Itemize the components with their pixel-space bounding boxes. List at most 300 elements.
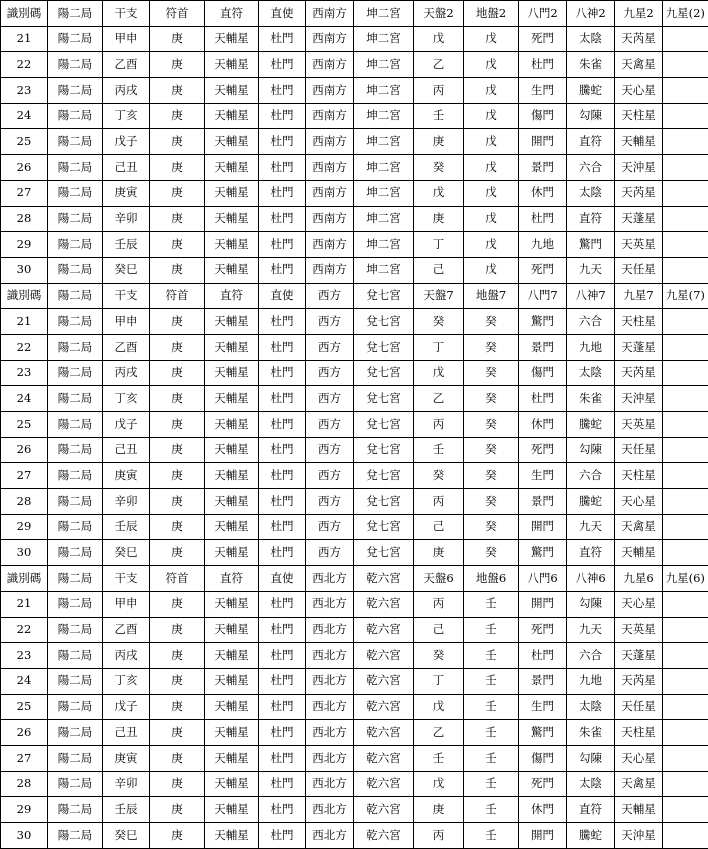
table-cell: 陽二局 <box>48 540 103 566</box>
table-cell: 天英星 <box>615 412 663 438</box>
table-cell: 西北方 <box>306 694 354 720</box>
table-cell: 甲申 <box>103 26 150 52</box>
table-cell: 庚 <box>414 129 464 155</box>
table-cell: 丁亥 <box>103 386 150 412</box>
table-cell: 陽二局 <box>48 514 103 540</box>
table-cell: 壬 <box>464 797 519 823</box>
table-cell: 杜門 <box>259 823 306 849</box>
table-cell: 勾陳 <box>567 103 615 129</box>
table-cell: 陽二局 <box>48 463 103 489</box>
table-cell: 杜門 <box>259 591 306 617</box>
table-cell: 癸 <box>464 489 519 515</box>
header-cell: 直使 <box>259 1 306 27</box>
header-cell: 地盤6 <box>464 566 519 592</box>
table-cell: 庚 <box>414 797 464 823</box>
table-cell: 癸 <box>414 463 464 489</box>
table-cell: 甲申 <box>103 309 150 335</box>
table-cell <box>663 797 708 823</box>
table-cell: 休門 <box>519 412 567 438</box>
table-cell: 天輔星 <box>615 797 663 823</box>
table-cell <box>663 694 708 720</box>
table-row <box>1 823 708 849</box>
table-cell: 天心星 <box>615 591 663 617</box>
header-cell: 天盤7 <box>414 283 464 309</box>
table-cell <box>663 360 708 386</box>
table-cell: 生門 <box>519 694 567 720</box>
table-cell: 天輔星 <box>205 309 259 335</box>
table-cell: 天輔星 <box>205 694 259 720</box>
table-cell: 天輔星 <box>205 591 259 617</box>
table-cell: 九地 <box>519 232 567 258</box>
table-cell: 庚 <box>150 463 205 489</box>
table-cell: 陽二局 <box>48 412 103 438</box>
table-cell: 陽二局 <box>48 206 103 232</box>
table-cell: 30 <box>1 257 48 283</box>
table-cell: 戊子 <box>103 412 150 438</box>
table-cell: 兌七宮 <box>354 386 414 412</box>
table-cell: 天柱星 <box>615 103 663 129</box>
table-cell: 天柱星 <box>615 463 663 489</box>
table-row <box>1 489 708 515</box>
table-cell: 西北方 <box>306 591 354 617</box>
table-cell: 21 <box>1 591 48 617</box>
table-cell: 天蓬星 <box>615 643 663 669</box>
table-cell: 25 <box>1 129 48 155</box>
table-cell: 天輔星 <box>205 26 259 52</box>
table-cell: 己丑 <box>103 720 150 746</box>
table-cell: 乾六宮 <box>354 745 414 771</box>
header-cell: 直使 <box>259 566 306 592</box>
table-cell: 戊子 <box>103 129 150 155</box>
table-cell: 天輔星 <box>205 206 259 232</box>
table-cell: 陽二局 <box>48 386 103 412</box>
table-cell: 天沖星 <box>615 823 663 849</box>
table-cell: 己 <box>414 514 464 540</box>
table-cell: 杜門 <box>259 745 306 771</box>
table-cell: 天輔星 <box>205 257 259 283</box>
table-cell: 21 <box>1 26 48 52</box>
table-cell: 勾陳 <box>567 745 615 771</box>
table-cell: 陽二局 <box>48 720 103 746</box>
table-cell: 天輔星 <box>205 180 259 206</box>
table-cell: 天輔星 <box>205 540 259 566</box>
table-cell: 天蓬星 <box>615 206 663 232</box>
table-cell: 開門 <box>519 129 567 155</box>
header-cell: 八神2 <box>567 1 615 27</box>
table-cell: 戊 <box>414 26 464 52</box>
header-cell: 陽二局 <box>48 566 103 592</box>
header-row <box>1 1 708 27</box>
table-cell: 己 <box>414 257 464 283</box>
table-row <box>1 206 708 232</box>
table-cell: 庚寅 <box>103 463 150 489</box>
table-cell <box>663 617 708 643</box>
table-cell: 西方 <box>306 360 354 386</box>
table-cell: 辛卯 <box>103 206 150 232</box>
table-cell <box>663 720 708 746</box>
table-cell: 天輔星 <box>205 78 259 104</box>
table-cell: 陽二局 <box>48 437 103 463</box>
table-cell: 壬 <box>464 643 519 669</box>
table-cell: 兌七宮 <box>354 309 414 335</box>
table-cell: 庚寅 <box>103 745 150 771</box>
header-cell: 西方 <box>306 283 354 309</box>
table-cell: 杜門 <box>519 643 567 669</box>
table-cell: 28 <box>1 206 48 232</box>
table-cell: 天輔星 <box>205 720 259 746</box>
table-cell: 乾六宮 <box>354 771 414 797</box>
table-cell: 29 <box>1 797 48 823</box>
table-cell: 西南方 <box>306 232 354 258</box>
table-cell: 庚 <box>150 668 205 694</box>
table-row <box>1 129 708 155</box>
table-cell: 壬 <box>414 745 464 771</box>
table-cell: 天輔星 <box>205 129 259 155</box>
header-cell: 天盤2 <box>414 1 464 27</box>
table-cell: 乾六宮 <box>354 694 414 720</box>
table-cell: 天輔星 <box>205 103 259 129</box>
table-row <box>1 514 708 540</box>
table-cell <box>663 26 708 52</box>
table-cell: 癸巳 <box>103 257 150 283</box>
table-cell: 天芮星 <box>615 180 663 206</box>
table-cell: 庚 <box>150 514 205 540</box>
table-cell: 杜門 <box>259 180 306 206</box>
table-row <box>1 309 708 335</box>
table-cell: 乙 <box>414 386 464 412</box>
table-cell: 太陰 <box>567 360 615 386</box>
table-cell: 九天 <box>567 514 615 540</box>
table-cell: 陽二局 <box>48 155 103 181</box>
table-cell: 西方 <box>306 514 354 540</box>
table-cell: 杜門 <box>259 257 306 283</box>
table-cell: 庚 <box>150 206 205 232</box>
table-row <box>1 591 708 617</box>
table-cell: 天輔星 <box>205 155 259 181</box>
table-cell: 癸 <box>464 309 519 335</box>
table-cell: 陽二局 <box>48 334 103 360</box>
table-cell: 己丑 <box>103 155 150 181</box>
header-cell: 乾六宮 <box>354 566 414 592</box>
header-cell: 干支 <box>103 1 150 27</box>
table-row <box>1 412 708 438</box>
table-cell: 景門 <box>519 489 567 515</box>
table-cell: 驚門 <box>519 309 567 335</box>
table-cell: 兌七宮 <box>354 334 414 360</box>
table-cell <box>663 643 708 669</box>
table-cell: 死門 <box>519 771 567 797</box>
table-cell: 壬 <box>464 591 519 617</box>
header-cell: 坤二宮 <box>354 1 414 27</box>
table-cell: 西方 <box>306 386 354 412</box>
table-cell: 戊 <box>414 694 464 720</box>
table-cell: 杜門 <box>259 26 306 52</box>
table-cell: 天禽星 <box>615 52 663 78</box>
header-cell: 天盤6 <box>414 566 464 592</box>
table-cell: 西南方 <box>306 103 354 129</box>
table-cell: 傷門 <box>519 745 567 771</box>
table-cell: 庚 <box>150 180 205 206</box>
table-cell: 直符 <box>567 206 615 232</box>
table-cell <box>663 309 708 335</box>
table-cell: 天柱星 <box>615 720 663 746</box>
table-cell: 天輔星 <box>205 463 259 489</box>
table-cell: 休門 <box>519 797 567 823</box>
table-cell: 死門 <box>519 257 567 283</box>
table-cell: 天任星 <box>615 437 663 463</box>
table-cell: 杜門 <box>259 514 306 540</box>
table-row <box>1 720 708 746</box>
table-cell: 乙 <box>414 720 464 746</box>
table-cell: 壬 <box>464 668 519 694</box>
table-row <box>1 668 708 694</box>
table-cell: 22 <box>1 334 48 360</box>
table-cell: 天輔星 <box>615 129 663 155</box>
table-cell: 乾六宮 <box>354 643 414 669</box>
table-cell: 六合 <box>567 643 615 669</box>
table-row <box>1 232 708 258</box>
table-cell: 天蓬星 <box>615 334 663 360</box>
table-cell: 天輔星 <box>205 412 259 438</box>
table-cell: 24 <box>1 386 48 412</box>
header-cell: 西南方 <box>306 1 354 27</box>
table-cell: 杜門 <box>259 617 306 643</box>
table-cell: 坤二宮 <box>354 26 414 52</box>
table-cell: 景門 <box>519 668 567 694</box>
table-cell: 21 <box>1 309 48 335</box>
table-cell: 丙戌 <box>103 360 150 386</box>
table-cell: 癸巳 <box>103 823 150 849</box>
table-cell: 太陰 <box>567 694 615 720</box>
table-cell: 壬 <box>464 823 519 849</box>
table-cell: 壬辰 <box>103 232 150 258</box>
table-cell <box>663 771 708 797</box>
table-cell: 坤二宮 <box>354 103 414 129</box>
table-cell: 杜門 <box>259 129 306 155</box>
table-cell: 杜門 <box>259 155 306 181</box>
table-cell: 戊 <box>464 52 519 78</box>
table-cell: 天輔星 <box>205 668 259 694</box>
table-cell: 癸 <box>464 412 519 438</box>
table-cell: 乙酉 <box>103 334 150 360</box>
table-cell: 生門 <box>519 78 567 104</box>
table-cell: 兌七宮 <box>354 540 414 566</box>
table-cell: 戊子 <box>103 694 150 720</box>
table-cell: 27 <box>1 180 48 206</box>
table-cell: 丙 <box>414 591 464 617</box>
table-cell: 杜門 <box>259 643 306 669</box>
table-row <box>1 52 708 78</box>
header-cell: 陽二局 <box>48 283 103 309</box>
table-cell: 庚 <box>150 78 205 104</box>
table-cell: 戊 <box>464 257 519 283</box>
table-cell: 庚 <box>150 720 205 746</box>
table-cell: 杜門 <box>259 489 306 515</box>
table-cell: 開門 <box>519 823 567 849</box>
table-cell: 庚 <box>150 617 205 643</box>
table-cell: 天芮星 <box>615 26 663 52</box>
table-cell: 西南方 <box>306 78 354 104</box>
table-cell: 陽二局 <box>48 52 103 78</box>
table-cell: 庚 <box>150 360 205 386</box>
table-cell: 天芮星 <box>615 360 663 386</box>
table-cell: 西方 <box>306 540 354 566</box>
table-cell: 天輔星 <box>205 771 259 797</box>
table-cell: 戊 <box>414 180 464 206</box>
header-cell: 符首 <box>150 1 205 27</box>
table-cell: 壬 <box>464 771 519 797</box>
table-cell <box>663 489 708 515</box>
table-cell: 天心星 <box>615 745 663 771</box>
header-cell: 直符 <box>205 1 259 27</box>
table-cell: 乙 <box>414 52 464 78</box>
table-cell: 兌七宮 <box>354 514 414 540</box>
header-cell: 八門6 <box>519 566 567 592</box>
table-row <box>1 463 708 489</box>
table-cell: 23 <box>1 360 48 386</box>
table-cell: 西方 <box>306 437 354 463</box>
header-cell: 識別碼 <box>1 1 48 27</box>
table-row <box>1 334 708 360</box>
table-cell: 22 <box>1 617 48 643</box>
table-cell: 癸 <box>414 643 464 669</box>
table-cell: 27 <box>1 745 48 771</box>
table-row <box>1 437 708 463</box>
table-cell: 癸 <box>464 437 519 463</box>
table-cell: 天任星 <box>615 694 663 720</box>
table-row <box>1 386 708 412</box>
table-cell: 庚 <box>150 591 205 617</box>
table-row <box>1 103 708 129</box>
table-cell: 杜門 <box>259 668 306 694</box>
table-cell: 26 <box>1 720 48 746</box>
table-cell: 西方 <box>306 412 354 438</box>
table-cell: 杜門 <box>259 540 306 566</box>
table-cell: 景門 <box>519 334 567 360</box>
table-cell: 太陰 <box>567 771 615 797</box>
table-cell: 九地 <box>567 334 615 360</box>
table-cell: 兌七宮 <box>354 463 414 489</box>
table-cell: 癸 <box>464 334 519 360</box>
table-cell: 西北方 <box>306 823 354 849</box>
table-row <box>1 155 708 181</box>
header-cell: 干支 <box>103 566 150 592</box>
table-cell: 27 <box>1 463 48 489</box>
header-cell: 八神7 <box>567 283 615 309</box>
table-cell: 杜門 <box>519 206 567 232</box>
header-cell: 直使 <box>259 283 306 309</box>
table-cell: 西方 <box>306 463 354 489</box>
table-cell: 西南方 <box>306 26 354 52</box>
table-cell: 22 <box>1 52 48 78</box>
table-cell: 西南方 <box>306 52 354 78</box>
table-cell: 杜門 <box>259 694 306 720</box>
table-cell <box>663 180 708 206</box>
table-cell: 30 <box>1 823 48 849</box>
table-cell: 西方 <box>306 489 354 515</box>
table-cell: 庚 <box>150 155 205 181</box>
table-cell: 陽二局 <box>48 103 103 129</box>
table-cell: 兌七宮 <box>354 360 414 386</box>
table-cell <box>663 591 708 617</box>
table-cell: 天禽星 <box>615 771 663 797</box>
table-cell: 開門 <box>519 591 567 617</box>
header-cell: 八門7 <box>519 283 567 309</box>
header-cell: 符首 <box>150 283 205 309</box>
table-cell: 丁 <box>414 668 464 694</box>
table-cell: 丙戌 <box>103 643 150 669</box>
table-cell: 23 <box>1 643 48 669</box>
table-cell: 杜門 <box>259 412 306 438</box>
table-cell: 戊 <box>464 103 519 129</box>
table-cell: 戊 <box>464 155 519 181</box>
header-cell: 識別碼 <box>1 566 48 592</box>
table-cell: 九地 <box>567 668 615 694</box>
table-cell: 死門 <box>519 26 567 52</box>
table-cell: 九天 <box>567 257 615 283</box>
header-cell: 符首 <box>150 566 205 592</box>
table-cell: 直符 <box>567 129 615 155</box>
table-cell: 壬 <box>464 720 519 746</box>
table-cell: 杜門 <box>259 232 306 258</box>
table-cell: 庚 <box>150 386 205 412</box>
table-row <box>1 617 708 643</box>
table-cell: 26 <box>1 155 48 181</box>
table-cell: 庚 <box>150 129 205 155</box>
table-cell: 25 <box>1 412 48 438</box>
table-cell: 天柱星 <box>615 309 663 335</box>
table-cell: 庚 <box>150 823 205 849</box>
table-cell: 壬 <box>464 745 519 771</box>
table-cell: 戊 <box>414 771 464 797</box>
table-body <box>1 1 708 849</box>
table-cell: 坤二宮 <box>354 129 414 155</box>
table-cell: 丙戌 <box>103 78 150 104</box>
table-cell: 庚 <box>414 206 464 232</box>
table-cell: 癸 <box>464 360 519 386</box>
table-cell: 天芮星 <box>615 668 663 694</box>
table-cell <box>663 206 708 232</box>
table-cell <box>663 334 708 360</box>
table-cell: 壬 <box>464 694 519 720</box>
table-cell: 杜門 <box>259 206 306 232</box>
table-row <box>1 540 708 566</box>
table-row <box>1 360 708 386</box>
table-cell <box>663 823 708 849</box>
table-cell: 乙酉 <box>103 52 150 78</box>
table-cell: 西南方 <box>306 180 354 206</box>
table-cell: 天心星 <box>615 78 663 104</box>
table-cell: 天輔星 <box>615 540 663 566</box>
table-cell: 騰蛇 <box>567 78 615 104</box>
table-cell: 生門 <box>519 463 567 489</box>
table-cell: 庚 <box>150 26 205 52</box>
header-row <box>1 566 708 592</box>
table-cell: 六合 <box>567 155 615 181</box>
table-cell: 丁亥 <box>103 668 150 694</box>
table-cell: 杜門 <box>259 386 306 412</box>
table-cell: 庚 <box>150 257 205 283</box>
table-cell: 天輔星 <box>205 514 259 540</box>
table-cell: 丁亥 <box>103 103 150 129</box>
table-cell: 癸 <box>464 463 519 489</box>
table-cell: 坤二宮 <box>354 52 414 78</box>
table-cell: 陽二局 <box>48 617 103 643</box>
table-cell <box>663 514 708 540</box>
table-cell: 陽二局 <box>48 257 103 283</box>
table-cell: 癸 <box>464 386 519 412</box>
table-cell: 乾六宮 <box>354 617 414 643</box>
